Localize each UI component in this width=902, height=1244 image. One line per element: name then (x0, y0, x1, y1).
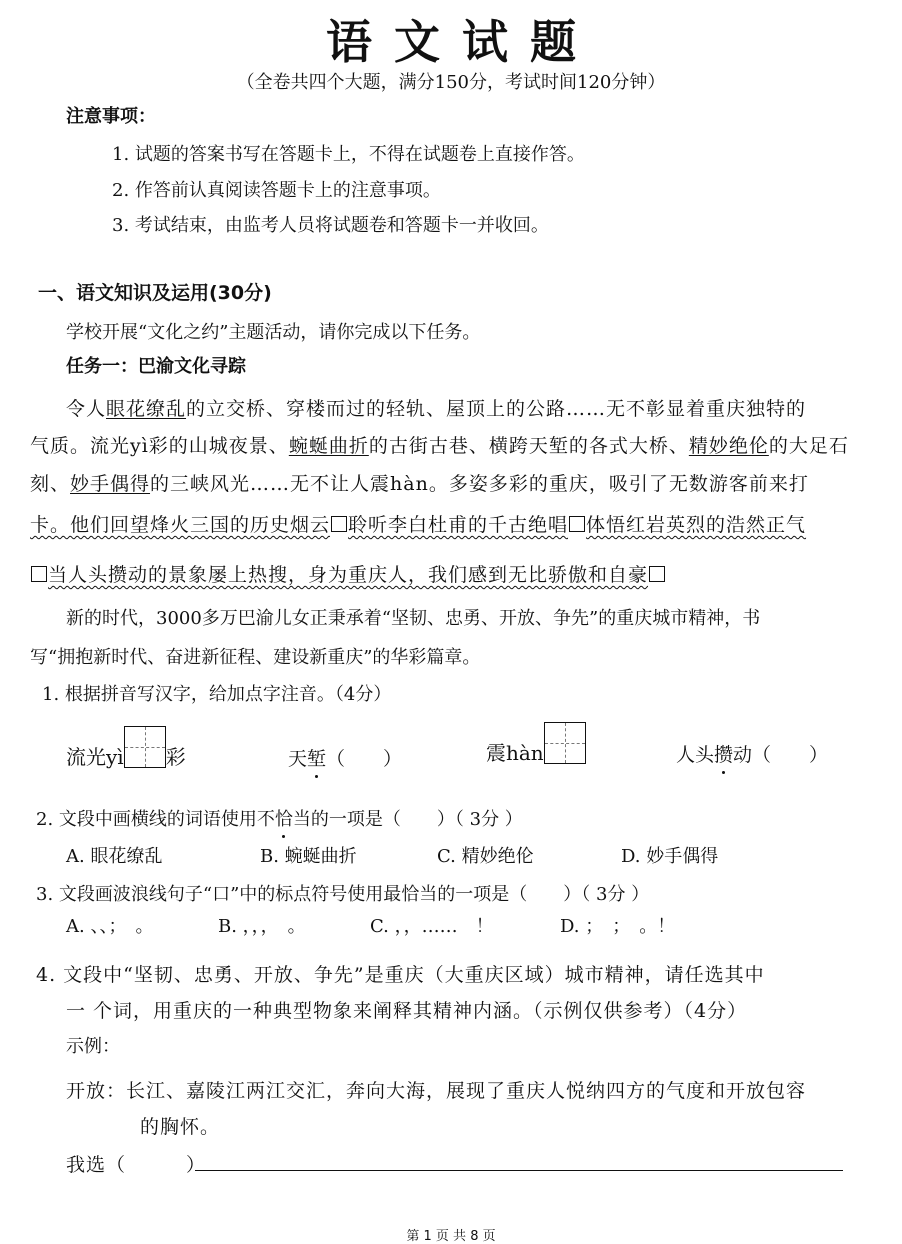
notes-heading: 注意事项： (66, 106, 156, 127)
passage-text: 的大足石 (768, 435, 849, 457)
tianzige-box[interactable] (544, 722, 586, 764)
choose-label[interactable]: 我选（ ） (66, 1154, 207, 1176)
underlined-phrase: 眼花缭乱 (106, 398, 187, 420)
punctuation-box (649, 566, 665, 582)
q1-text: 震hàn (486, 741, 544, 765)
dotted-char: 堑 (307, 744, 326, 771)
q1-item-1 (66, 726, 186, 770)
passage-line (30, 469, 809, 496)
wavy-sentence: 当人头攒动的景象屡上热搜，身为重庆人，我们感到无比骄傲和自豪 (48, 564, 649, 586)
question-2-stem (36, 805, 523, 831)
wavy-sentence: 体悟红岩英烈的浩然正气 (586, 514, 807, 536)
option-b[interactable]: B. ，，， 。 (218, 916, 306, 937)
option-a[interactable]: A. 眼花缭乱 (66, 846, 163, 867)
question-4-stem: 4. 文段中“坚韧、忠勇、开放、争先”是重庆（大重庆区域）城市精神，请任选其中 (36, 964, 765, 986)
dotted-char: 攒 (714, 740, 733, 767)
page-title: 语文试题 (326, 15, 598, 69)
passage-text: 刻、 (30, 473, 71, 495)
passage-line (30, 431, 849, 458)
section-intro: 学校开展“文化之约”主题活动，请你完成以下任务。 (66, 322, 481, 343)
passage-line: 写“拥抱新时代、奋进新征程、建设新重庆”的华彩篇章。 (30, 647, 481, 668)
exam-subtitle: （全卷共四个大题，满分150分，考试时间120分钟） (236, 72, 666, 93)
answer-blank[interactable]: 动（ ） (733, 744, 829, 766)
section-heading: 一、语文知识及运用(30分) (38, 282, 272, 304)
option-c[interactable]: C. ，，…… ！ (370, 916, 494, 937)
punctuation-box (331, 516, 347, 532)
option-a[interactable]: A. 、、； 。 (66, 916, 154, 937)
question-1-stem: 1. 根据拼音写汉字，给加点字注音。（4分） (42, 684, 392, 705)
underlined-phrase: 精妙绝伦 (688, 435, 769, 457)
tianzige-box[interactable] (124, 726, 166, 768)
option-c[interactable]: C. 精妙绝伦 (437, 846, 534, 867)
example-text: 开放：长江、嘉陵江两江交汇，奔向大海，展现了重庆人悦纳四方的气度和开放包容 (66, 1080, 807, 1102)
passage-line: 新的时代，3000多万巴渝儿女正秉承着“坚韧、忠勇、开放、争先”的重庆城市精神，书 (66, 608, 761, 629)
example-text: 的胸怀。 (140, 1116, 221, 1138)
passage-line (30, 510, 806, 537)
answer-blank[interactable]: （ ） (326, 748, 403, 770)
q1-text: 天 (288, 748, 308, 770)
underlined-phrase: 蜿蜒曲折 (288, 435, 369, 457)
underlined-phrase: 妙手偶得 (70, 473, 151, 495)
page-number: 第 1 页 共 8 页 (406, 1229, 496, 1244)
dotted-phrase: 不恰当 (257, 805, 311, 831)
option-d[interactable]: D. ； ； 。！ (560, 916, 676, 937)
option-d[interactable]: D. 妙手偶得 (621, 846, 719, 867)
q2-text: 2. 文段中画横线的词语使用 (36, 809, 257, 830)
question-4-stem: 一 个词，用重庆的一种典型物象来阐释其精神内涵。（示例仅供参考）（4分） (66, 1000, 748, 1022)
passage-text: 卡。他们回望烽火三国的历史烟云 (30, 514, 331, 536)
wavy-sentence: 聆听李白杜甫的千古绝唱 (348, 514, 569, 536)
punctuation-box (31, 566, 47, 582)
task-heading: 任务一：巴渝文化寻踪 (66, 356, 246, 377)
q1-item-3 (486, 722, 586, 766)
punctuation-box (569, 516, 585, 532)
q1-item-4 (676, 740, 828, 767)
q2-text: 的一项是（ ）（ 3分 ） (310, 809, 523, 830)
passage-text: 气质。流光yì彩的山城夜景、 (30, 435, 289, 457)
question-3-stem: 3. 文段画波浪线句子“口”中的标点符号使用最恰当的一项是（ ）（ 3分 ） (36, 884, 650, 905)
note-item: 1. 试题的答案书写在答题卡上，不得在试题卷上直接作答。 (112, 144, 585, 165)
passage-line (30, 560, 666, 587)
q1-item-2 (288, 744, 402, 771)
note-item: 3. 考试结束，由监考人员将试题卷和答题卡一并收回。 (112, 215, 549, 236)
note-item: 2. 作答前认真阅读答题卡上的注意事项。 (112, 180, 441, 201)
q1-text: 流光yì (66, 745, 124, 769)
option-b[interactable]: B. 蜿蜒曲折 (260, 846, 357, 867)
passage-text: 的古街古巷、横跨天堑的各式大桥、 (368, 435, 689, 457)
passage-text: 令人 (66, 398, 107, 420)
passage-line (66, 394, 806, 421)
q1-text: 彩 (165, 745, 186, 769)
example-label: 示例： (66, 1036, 120, 1057)
passage-text: 的立交桥、穿楼而过的轻轨、屋顶上的公路……无不彰显着重庆独特的 (186, 398, 807, 420)
q1-text: 人头 (676, 744, 715, 766)
passage-text: 的三峡风光……无不让人震hàn。多姿多彩的重庆，吸引了无数游客前来打 (150, 473, 809, 495)
answer-line[interactable] (195, 1170, 843, 1171)
